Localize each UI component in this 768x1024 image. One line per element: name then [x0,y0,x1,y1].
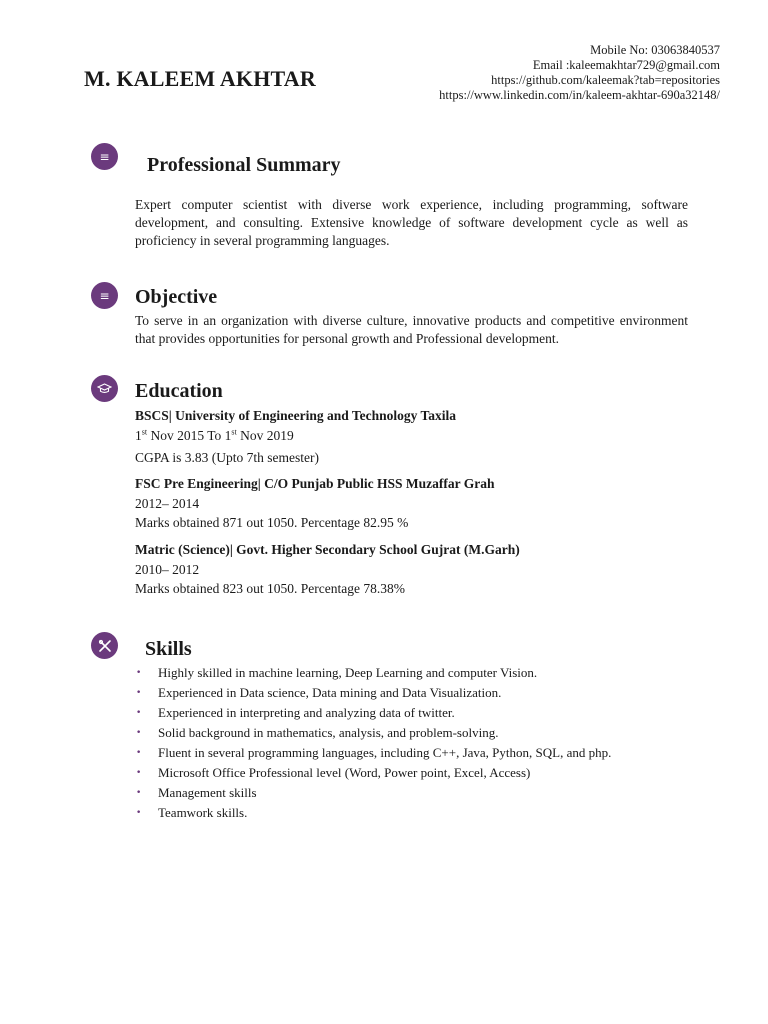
list-item: • Management skills [136,783,611,803]
list-item: • Microsoft Office Professional level (Word, Power point, Excel, Access) [136,763,611,783]
candidate-name: M. KALEEM AKHTAR [84,66,316,91]
email-address[interactable]: Email :kaleemakhtar729@gmail.com [532,58,720,72]
objective-heading: Objective [135,286,218,308]
education-entry-title: Matric (Science)| Govt. Higher Secondary School Gujrat (M.Garh) [135,542,520,557]
skills-list [136,663,611,823]
list-item: • Highly skilled in machine learning, Deep Learning and computer Vision. [136,663,611,683]
objective-text: To serve in an organization with diverse culture, innovative products and competitive environment that provides opportunities for personal growth and Professional development. [135,313,688,346]
education-entry-dates: 1st Nov 2015 To 1st Nov 2019 [135,427,294,443]
list-item: • Fluent in several programming languages, including C++, Java, Python, SQL, and php. [136,743,611,763]
bullet-icon: • [136,728,142,738]
education-entry-title: FSC Pre Engineering| C/O Punjab Public HSS Muzaffar Grah [135,476,495,491]
education-entry-title: BSCS| University of Engineering and Technology Taxila [135,408,457,423]
bullet-icon: • [136,808,142,818]
bullet-icon: • [136,708,142,718]
list-item: • Experienced in Data science, Data mining and Data Visualization. [136,683,611,703]
education-entry-dates: 2010– 2012 [135,562,200,577]
skills-heading: Skills [145,638,192,660]
summary-text: Expert computer scientist with diverse work experience, including programming, software development, and consulting. Extensive knowledge of software development cycle as well as proficiency in several programming languages. [135,197,688,248]
education-entry-dates: 2012– 2014 [135,496,200,511]
bullet-icon: • [136,788,142,798]
list-icon: ≡ [91,282,118,309]
bullet-icon: • [136,768,142,778]
contact-block [439,43,720,103]
education-heading: Education [135,380,223,402]
education-entry-detail: CGPA is 3.83 (Upto 7th semester) [135,450,320,465]
education-entry-detail: Marks obtained 823 out 1050. Percentage 78.38% [135,581,405,596]
education-entry-detail: Marks obtained 871 out 1050. Percentage 82.95 % [135,515,409,530]
linkedin-link[interactable]: https://www.linkedin.com/in/kaleem-akhtar-690a32148/ [439,88,720,102]
summary-heading: Professional Summary [147,154,341,176]
github-link[interactable]: https://github.com/kaleemak?tab=repositories [491,73,720,87]
bullet-icon: • [136,668,142,678]
list-item: • Teamwork skills. [136,803,611,823]
mobile-number: Mobile No: 03063840537 [590,43,720,57]
bullet-icon: • [136,688,142,698]
bullet-icon: • [136,748,142,758]
tools-icon [91,632,118,659]
list-icon: ≡ [91,143,118,170]
graduation-cap-icon [91,375,118,402]
list-item: • Solid background in mathematics, analysis, and problem-solving. [136,723,611,743]
list-item: • Experienced in interpreting and analyzing data of twitter. [136,703,611,723]
